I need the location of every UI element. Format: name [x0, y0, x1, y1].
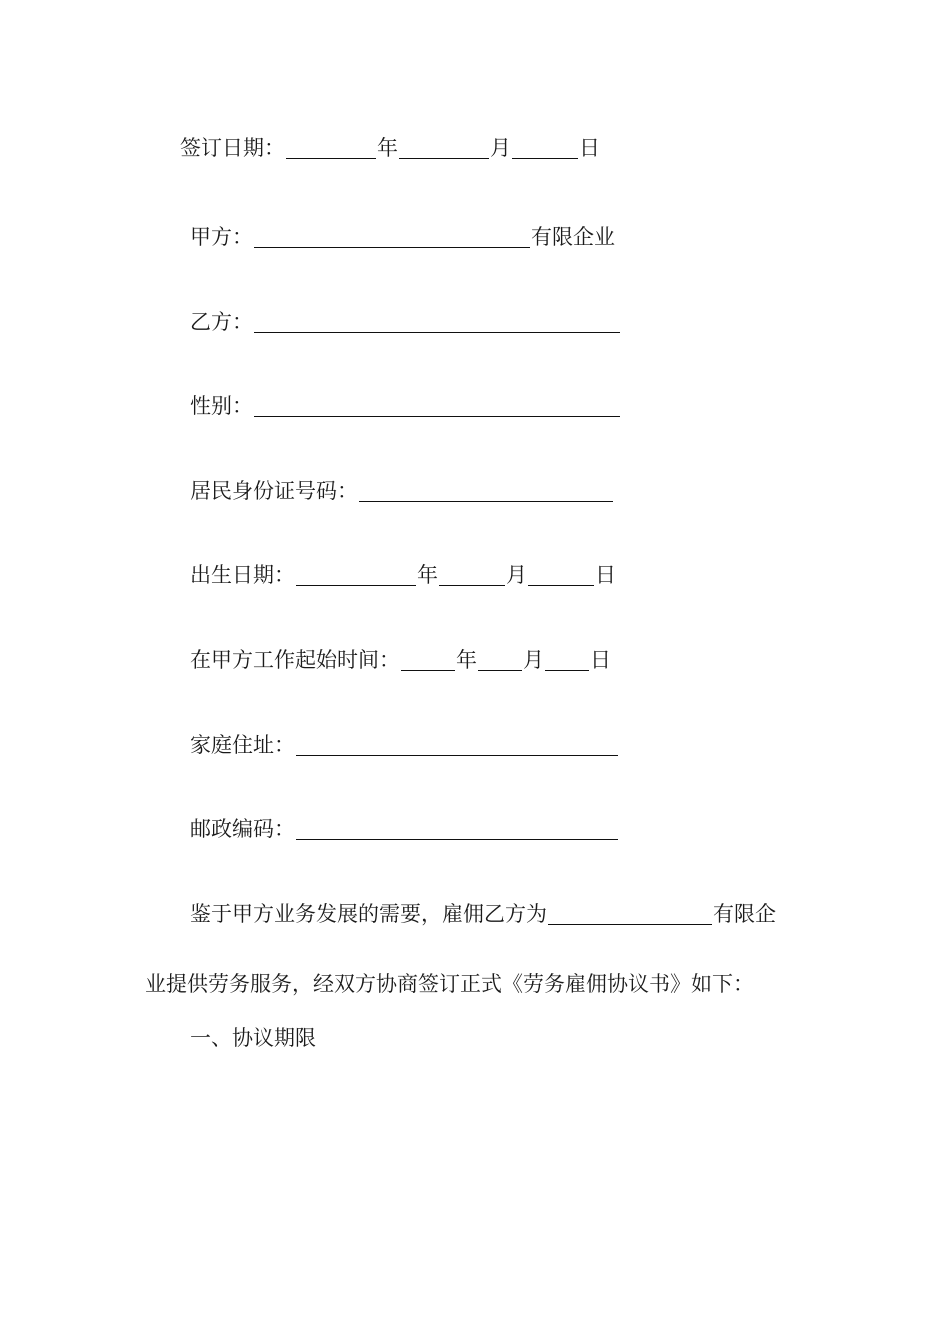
sign-date-row [180, 134, 600, 162]
sign-date-label: 签订日期： [180, 136, 285, 160]
party-a-label: 甲方： [190, 225, 253, 249]
gender-label: 性别： [190, 394, 253, 418]
paragraph-line-1 [190, 900, 776, 928]
postcode-row [190, 815, 619, 843]
gender-row [190, 392, 621, 420]
party-b-label: 乙方： [190, 310, 253, 334]
start-date-row [190, 646, 611, 674]
start-date-day-blank[interactable] [545, 648, 589, 671]
sign-date-day-blank[interactable] [512, 136, 578, 159]
sign-date-year-label: 年 [377, 136, 398, 160]
start-date-month-blank[interactable] [478, 648, 522, 671]
party-a-suffix: 有限企业 [531, 225, 615, 249]
sign-date-year-blank[interactable] [286, 136, 376, 159]
birth-date-year-label: 年 [417, 563, 438, 587]
address-blank[interactable] [296, 733, 618, 756]
section-1-heading [190, 1024, 316, 1052]
gender-blank[interactable] [254, 394, 620, 417]
birth-date-month-label: 月 [506, 563, 527, 587]
party-b-row [190, 308, 621, 336]
paragraph-1-text-c: 业提供劳务服务，经双方协商签订正式《劳务雇佣协议书》如下： [145, 972, 754, 996]
start-date-year-label: 年 [456, 648, 477, 672]
party-b-blank[interactable] [254, 310, 620, 333]
paragraph-1-text-b: 有限企 [713, 902, 776, 926]
birth-date-month-blank[interactable] [439, 563, 505, 586]
birth-date-label: 出生日期： [190, 563, 295, 587]
start-date-month-label: 月 [523, 648, 544, 672]
employer-name-blank[interactable] [548, 902, 712, 925]
start-date-year-blank[interactable] [401, 648, 455, 671]
sign-date-month-label: 月 [490, 136, 511, 160]
party-a-blank[interactable] [254, 225, 530, 248]
party-a-row [190, 223, 615, 251]
birth-date-row [190, 561, 616, 589]
id-number-blank[interactable] [359, 479, 613, 502]
paragraph-line-2 [145, 970, 754, 998]
birth-date-year-blank[interactable] [296, 563, 416, 586]
id-number-label: 居民身份证号码： [190, 479, 358, 503]
postcode-label: 邮政编码： [190, 817, 295, 841]
id-number-row [190, 477, 614, 505]
start-date-label: 在甲方工作起始时间： [190, 648, 400, 672]
paragraph-1-text-a: 鉴于甲方业务发展的需要，雇佣乙方为 [190, 902, 547, 926]
birth-date-day-label: 日 [595, 563, 616, 587]
birth-date-day-blank[interactable] [528, 563, 594, 586]
postcode-blank[interactable] [296, 817, 618, 840]
sign-date-day-label: 日 [579, 136, 600, 160]
start-date-day-label: 日 [590, 648, 611, 672]
address-row [190, 731, 619, 759]
section-1-title: 一、协议期限 [190, 1026, 316, 1050]
sign-date-month-blank[interactable] [399, 136, 489, 159]
address-label: 家庭住址： [190, 733, 295, 757]
